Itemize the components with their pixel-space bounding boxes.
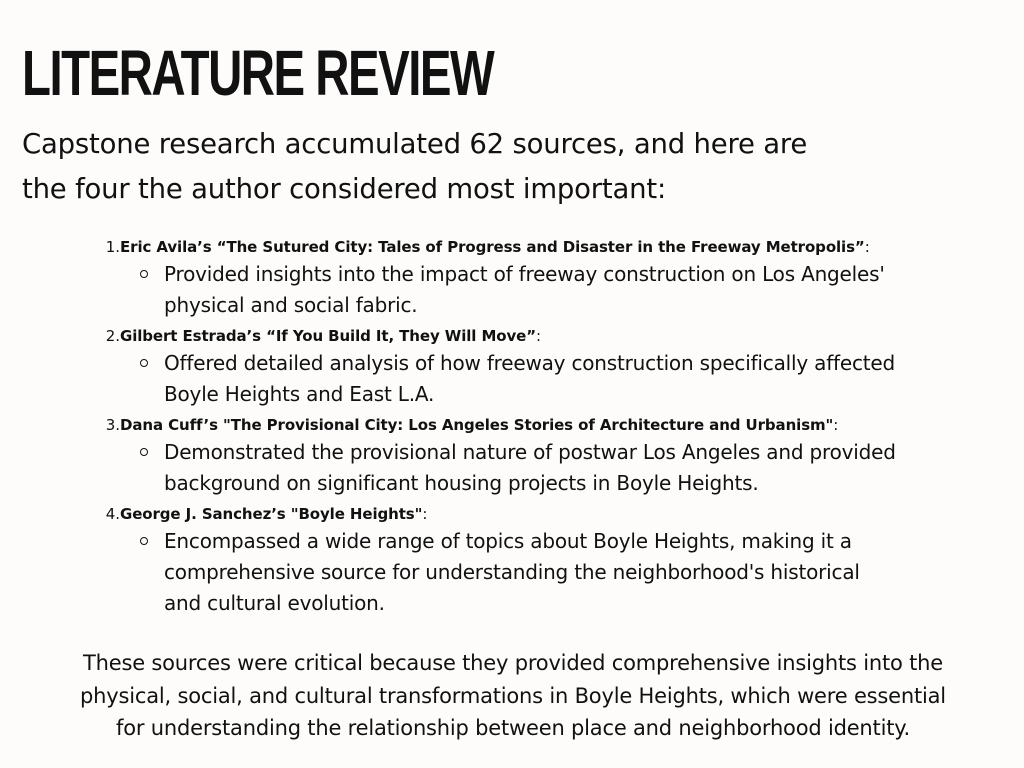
- intro-line: the four the author considered most important:: [22, 173, 667, 205]
- source-heading: [100, 502, 1000, 526]
- source-heading: [100, 413, 1000, 437]
- description-line: physical and social fabric.: [164, 293, 418, 317]
- description-line: background on significant housing projects in Boyle Heights.: [164, 471, 759, 495]
- source-heading: [100, 235, 1000, 259]
- source-heading: [100, 324, 1000, 348]
- source-reference: George J. Sanchez’s "Boyle Heights": [120, 505, 423, 523]
- description-line: Boyle Heights and East L.A.: [164, 382, 435, 406]
- colon: :: [833, 416, 839, 434]
- hollow-bullet-icon: [140, 537, 148, 545]
- hollow-bullet-icon: [140, 270, 148, 278]
- source-item-3: [100, 413, 1000, 499]
- description-line: and cultural evolution.: [164, 591, 385, 615]
- intro-line: Capstone research accumulated 62 sources, and here are: [22, 128, 808, 160]
- conclusion-line: for understanding the relationship between place and neighborhood identity.: [116, 716, 910, 740]
- description-line: Encompassed a wide range of topics about Boyle Heights, making it a: [164, 529, 852, 553]
- source-description: [100, 259, 1000, 321]
- list-number: 4.: [105, 505, 120, 523]
- description-line: comprehensive source for understanding the neighborhood's historical: [164, 560, 860, 584]
- source-description: [100, 526, 1000, 619]
- description-line: Demonstrated the provisional nature of postwar Los Angeles and provided: [164, 440, 896, 464]
- source-list: [100, 235, 1000, 622]
- colon: :: [536, 327, 542, 345]
- conclusion-text: [18, 647, 1008, 745]
- source-item-2: [100, 324, 1000, 410]
- list-number: 3.: [105, 416, 120, 434]
- source-reference: Eric Avila’s “The Sutured City: Tales of Progress and Disaster in the Freeway Metropolis”: [120, 238, 865, 256]
- source-reference: Gilbert Estrada’s “If You Build It, They Will Move”: [120, 327, 536, 345]
- description-line: Offered detailed analysis of how freeway construction specifically affected: [164, 351, 896, 375]
- colon: :: [864, 238, 870, 256]
- intro-text: [22, 122, 1002, 212]
- colon: :: [422, 505, 428, 523]
- source-item-1: [100, 235, 1000, 321]
- list-number: 2.: [105, 327, 120, 345]
- description-line: Provided insights into the impact of freeway construction on Los Angeles': [164, 262, 885, 286]
- conclusion-line: These sources were critical because they provided comprehensive insights into the: [83, 651, 943, 675]
- conclusion-line: physical, social, and cultural transformations in Boyle Heights, which were essential: [80, 683, 946, 708]
- source-reference: Dana Cuff’s "The Provisional City: Los Angeles Stories of Architecture and Urbanism": [120, 416, 834, 434]
- source-description: [100, 437, 1000, 499]
- source-item-4: [100, 502, 1000, 619]
- slide-title: LITERATURE REVIEW: [22, 37, 494, 109]
- source-description: [100, 348, 1000, 410]
- list-number: 1.: [105, 238, 120, 256]
- hollow-bullet-icon: [140, 448, 148, 456]
- hollow-bullet-icon: [140, 359, 148, 367]
